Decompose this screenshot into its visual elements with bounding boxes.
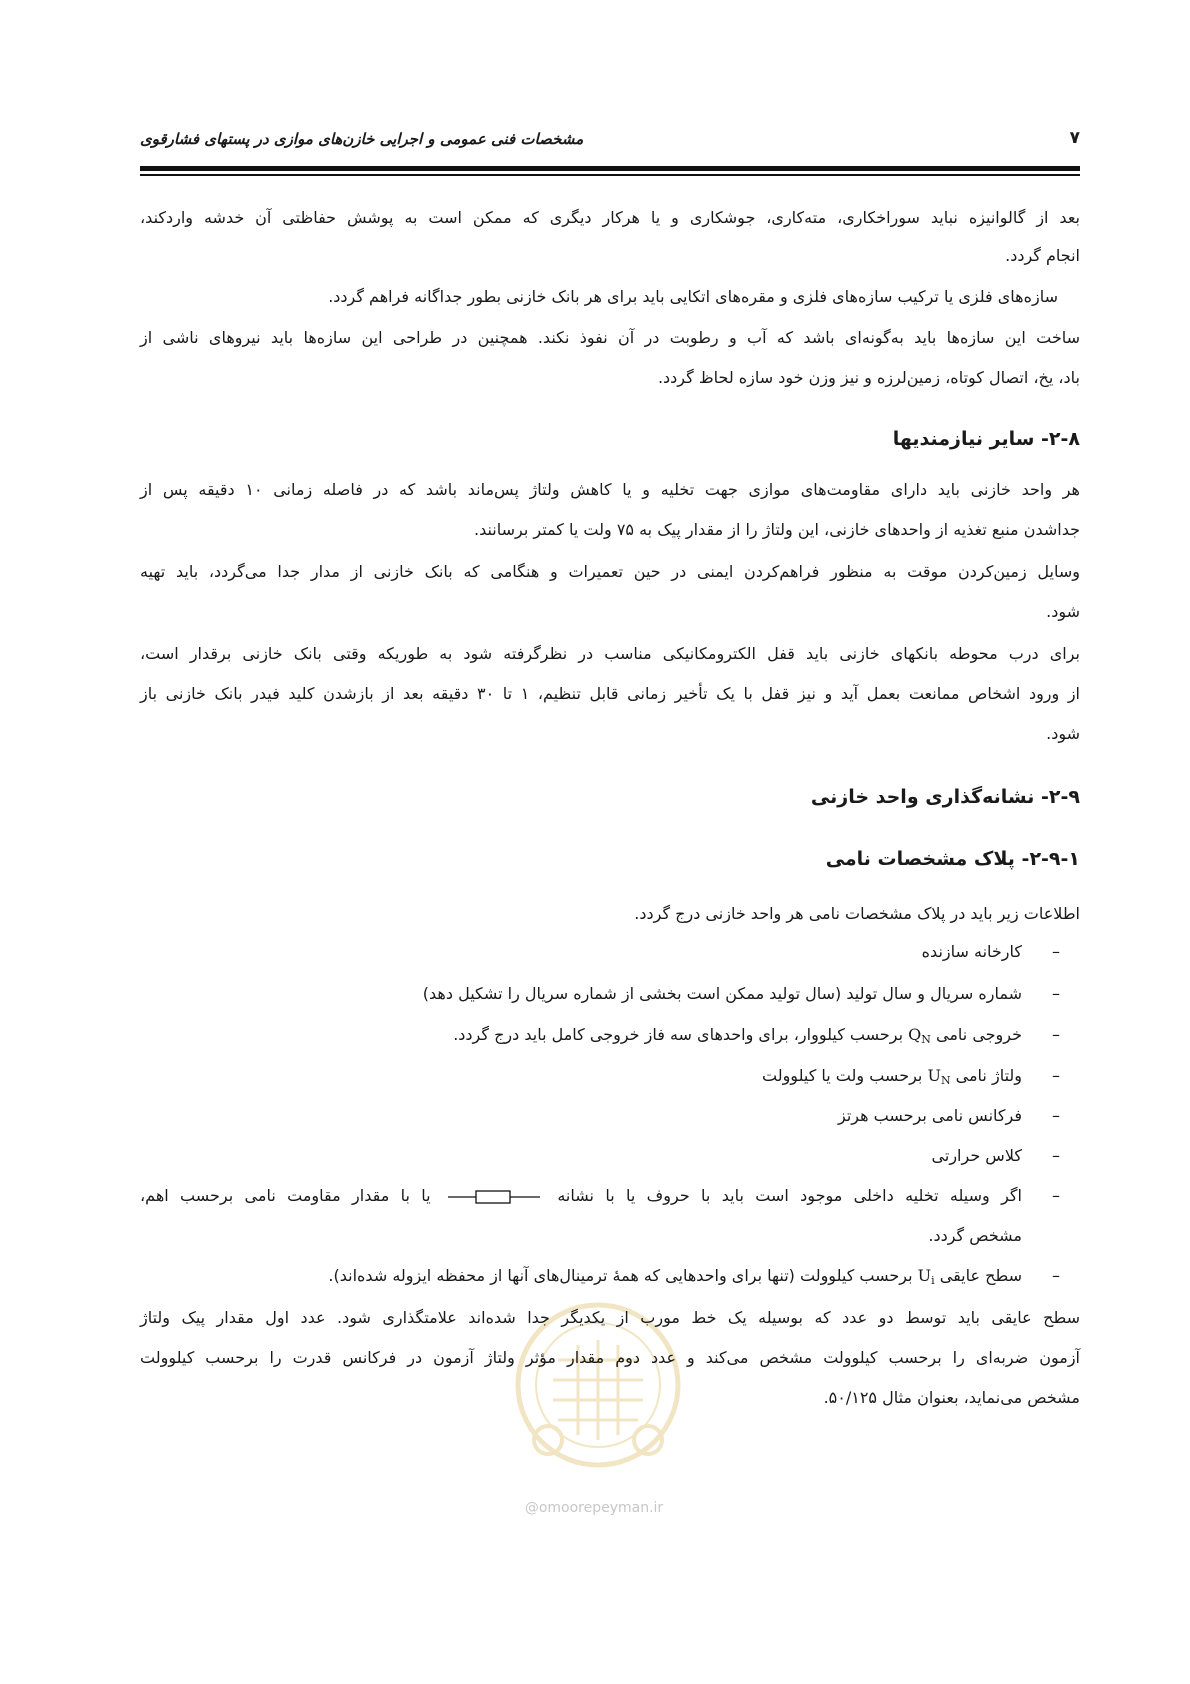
bullet-dash: – <box>1052 984 1060 1003</box>
list-item-text: مشخص گردد. <box>928 1226 1022 1245</box>
paragraph-line: برای درب محوطه بانکهای خازنی باید قفل الکترومکانیکی مناسب در نظرگرفته شود به طوریکه وقتی بانک خازنی برقدار است، <box>140 644 1080 663</box>
paragraph-line: سازه‌های فلزی یا ترکیب سازه‌های فلزی و مقره‌های اتکایی باید برای هر بانک خازنی بطور جداگانه فراهم گردد. <box>328 287 1058 306</box>
paragraph-line: شود. <box>1046 724 1080 743</box>
header-rule-thick <box>140 166 1080 171</box>
paragraph-line: اطلاعات زیر باید در پلاک مشخصات نامی هر واحد خازنی درج گردد. <box>634 904 1080 923</box>
symbol-qn: $Q_N$ <box>908 1025 931 1046</box>
paragraph-line: شود. <box>1046 602 1080 621</box>
paragraph-line: وسایل زمین‌کردن موقت به منظور فراهم‌کردن ایمنی در حین تعمیرات و هنگامی که بانک خازنی از مدار جدا می‌گردد، باید تهیه <box>140 562 1080 581</box>
paragraph-line: باد، یخ، اتصال کوتاه، زمین‌لرزه و نیز وزن خود سازه لحاظ گردد. <box>657 368 1080 387</box>
bullet-dash: – <box>1052 1066 1060 1085</box>
list-item-text: کارخانه سازنده <box>921 942 1022 961</box>
paragraph-line: انجام گردد. <box>1005 246 1080 265</box>
list-item <box>453 1023 1060 1052</box>
list-item-text: اگر وسیله تخلیه داخلی موجود است باید با حروف یا با نشانه <box>557 1186 1022 1205</box>
list-item <box>921 940 1060 964</box>
list-item-text: برحسب ولت یا کیلوولت <box>761 1066 928 1085</box>
paragraph-line: ساخت این سازه‌ها باید به‌گونه‌ای باشد که آب و رطوبت در آن نفوذ نکند. همچنین در طراحی این سازه‌ها باید نیروهای ناشی از <box>140 328 1080 347</box>
paragraph-line: هر واحد خازنی باید دارای مقاومت‌های موازی جهت تخلیه و یا کاهش ولتاژ پس‌ماند باشد که در فاصله زمانی ۱۰ دقیقه پس از <box>140 480 1080 499</box>
bullet-dash: – <box>1052 942 1060 961</box>
bullet-dash: – <box>1052 1186 1060 1205</box>
paragraph-line: آزمون ضربه‌ای را برحسب کیلوولت مشخص می‌کند و عدد دوم مقدار مؤثر ولتاژ آزمون در فرکانس قدرت را برحسب کیلوولت <box>140 1348 1080 1367</box>
watermark-text: @omoorepeyman.ir <box>524 1500 664 1516</box>
list-item-text: سطح عایقی <box>934 1266 1022 1285</box>
paragraph-line: بعد از گالوانیزه نباید سوراخکاری، مته‌کاری، جوشکاری و یا هرکار دیگری که ممکن است به پوشش حفاظتی آن خدشه واردکند، <box>140 208 1080 227</box>
list-item-text: شماره سریال و سال تولید (سال تولید ممکن است بخشی از شماره سریال را تشکیل دهد) <box>422 984 1022 1003</box>
list-item <box>761 1064 1060 1093</box>
section-heading-2-8: ۲-۸- سایر نیازمندیها <box>892 428 1080 450</box>
bullet-dash: – <box>1052 1266 1060 1285</box>
list-item <box>328 1264 1060 1293</box>
bullet-dash: – <box>1052 1025 1060 1044</box>
symbol-un: $U_N$ <box>927 1066 951 1087</box>
page-number: ۷ <box>1069 128 1080 148</box>
list-item-text: ولتاژ نامی <box>950 1066 1022 1085</box>
list-item <box>422 982 1060 1006</box>
bullet-dash: – <box>1052 1146 1060 1165</box>
resistor-symbol-icon <box>448 1190 540 1204</box>
page-header <box>140 128 1080 156</box>
list-item-text: کلاس حرارتی <box>931 1146 1022 1165</box>
list-item-text: خروجی نامی <box>930 1025 1022 1044</box>
list-item-text: برحسب کیلووار، برای واحدهای سه فاز خروجی کامل باید درج گردد. <box>453 1025 904 1044</box>
paragraph-line: جداشدن منبع تغذیه از واحدهای خازنی، این ولتاژ را از مقدار پیک به ۷۵ ولت یا کمتر برسانند. <box>473 520 1080 539</box>
paragraph-line: سطح عایقی باید توسط دو عدد که بوسیله یک خط مورب از یکدیگر جدا شده‌اند علامتگذاری شود. عدد اول مقدار پیک ولتاژ <box>140 1308 1080 1327</box>
list-item <box>140 1184 1060 1208</box>
list-item-continuation <box>928 1224 1022 1248</box>
list-item <box>837 1104 1060 1128</box>
symbol-ui: $U_i$ <box>917 1266 935 1287</box>
bullet-dash: – <box>1052 1106 1060 1125</box>
section-heading-2-9: ۲-۹- نشانه‌گذاری واحد خازنی <box>810 786 1080 808</box>
list-item-text: برحسب کیلوولت (تنها برای واحدهایی که همهٔ ترمینال‌های آنها از محفظه ایزوله شده‌اند). <box>328 1266 918 1285</box>
paragraph-line: از ورود اشخاص ممانعت بعمل آید و نیز قفل با یک تأخیر زمانی قابل تنظیم، ۱ تا ۳۰ دقیقه بعد از بازشدن کلید فیدر بانک خازنی باز <box>140 684 1081 703</box>
header-rule-thin <box>140 174 1080 176</box>
section-heading-2-9-1: ۲-۹-۱- پلاک مشخصات نامی <box>825 848 1080 870</box>
paragraph-line: مشخص می‌نماید، بعنوان مثال ۵۰/۱۲۵. <box>823 1388 1080 1407</box>
running-title: مشخصات فنی عمومی و اجرایی خازن‌های موازی در پستهای فشارقوی <box>140 130 584 148</box>
list-item <box>931 1144 1060 1168</box>
list-item-text: یا با مقدار مقاومت نامی برحسب اهم، <box>140 1186 431 1205</box>
list-item-text: فرکانس نامی برحسب هرتز <box>837 1106 1022 1125</box>
